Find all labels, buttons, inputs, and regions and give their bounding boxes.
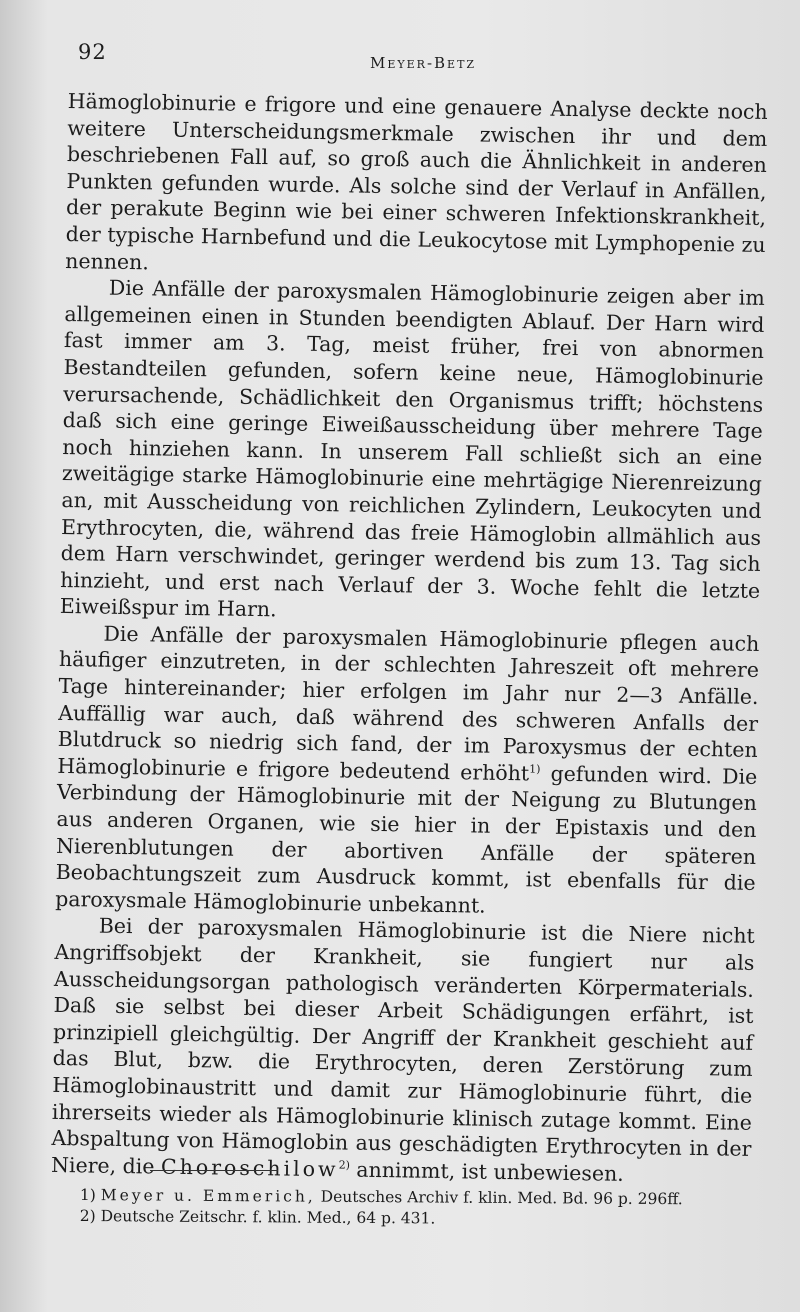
paragraph-4-part-2: annimmt, ist unbewiesen.: [356, 1157, 624, 1186]
body-text: [51, 88, 768, 1189]
running-head: Meyer-Betz: [370, 54, 477, 72]
author-name-choroschilow: Choroschilow: [160, 1154, 339, 1182]
paragraph-4: [51, 912, 755, 1189]
paragraph-3-part-1: Die Anfälle der paroxysmalen Hämoglobinurie pflegen auch häufiger einzutreten, in der schlechten Jahreszeit oft mehrere Tage hintereinander; hier erfolgen im Jahr nur 2—3 Anfälle. Auffällig war auch, daß während des schweren Anfalls der Blutdruck so niedrig sich fand, der im Paroxysmus der echten Hämoglobinurie e frigore bedeutend erhöht: [57, 621, 760, 786]
footnote-1-author: Meyer u. Emmerich,: [100, 1186, 316, 1206]
paragraph-2: Die Anfälle der paroxysmalen Hämoglobinurie zeigen aber im allgemeinen einen in Stunden beendigten Ablauf. Der Harn wird fast immer am 3. Tag, meist früher, frei von abnormen Bestandteilen gefunden, sofern keine neue, Hämoglobinurie verursachende, Schädlichkeit den Organismus trifft; höchstens daß sich eine geringe Eiweißausscheidung über mehrere Tage noch hinziehen kann. In unserem Fall schließt sich an eine zweitägige starke Hämoglobinurie eine mehrtägige Nierenreizung an, mit Ausscheidung von reichlichen Zylindern, Leukocyten und Erythrocyten, die, während das freie Hämoglobin allmählich aus dem Harn verschwindet, geringer werdend bis zum 13. Tag sich hinzieht, und erst nach Verlauf der 3. Woche fehlt die letzte Eiweißspur im Harn.: [59, 275, 765, 622]
footnote-2-text: Deutsche Zeitschr. f. klin. Med., 64 p. 431.: [100, 1207, 436, 1228]
footnote-1-text: Deutsches Archiv f. klin. Med. Bd. 96 p. 296ff.: [320, 1187, 683, 1209]
paragraph-3: [55, 620, 760, 923]
footnote-ref-1: 1): [529, 762, 541, 776]
paragraph-3-part-2: gefunden wird. Die Verbindung der Hämoglobinurie mit der Neigung zu Blutungen aus anderen Organen, wie sie hier in der Epistaxis und den Nierenblutungen der abortiven Anfälle der späteren Beobachtungszeit zum Ausdruck kommt, ist ebenfalls für die paroxysmale Hämoglobinurie unbekannt.: [55, 761, 758, 918]
footnotes: [80, 1185, 760, 1232]
footnote-2-marker: 2): [79, 1206, 96, 1226]
paragraph-4-part-1: Bei der paroxysmalen Hämoglobinurie ist die Niere nicht Angriffsobjekt der Krankheit, sie fungiert nur als Ausscheidungsorgan pathologisch veränderten Körpermaterials. Daß sie selbst bei dieser Arbeit Schädigungen erfährt, ist prinzipiell gleichgültig. Der Angriff der Krankheit geschieht auf das Blut, bzw. die Erythrocyten, deren Zerstörung zum Hämoglobinaustritt und damit zur Hämoglobinurie führt, die ihrerseits wieder als Hämoglobinurie klinisch zutage kommt. Eine Abspaltung von Hämoglobin aus geschädigten Erythrocyten in der Niere, die: [50, 913, 755, 1179]
page-number: 92: [78, 40, 107, 64]
footnote-divider: [150, 1170, 278, 1171]
footnote-ref-2: 2): [338, 1158, 351, 1172]
footnote-1-marker: 1): [79, 1186, 96, 1205]
paragraph-1: Hämoglobinurie e frigore und eine genauere Analyse deckte noch weitere Unterscheidungsmerkmale zwischen ihr und dem beschriebenen Fall auf, so groß auch die Ähnlichkeit in anderen Punkten gefunden wurde. Als solche sind der Verlauf in Anfällen, der perakute Beginn wie bei einer schweren Infektionskrankheit, der typische Harnbefund und die Leukocytose mit Lymphopenie zu nennen.: [65, 88, 768, 274]
